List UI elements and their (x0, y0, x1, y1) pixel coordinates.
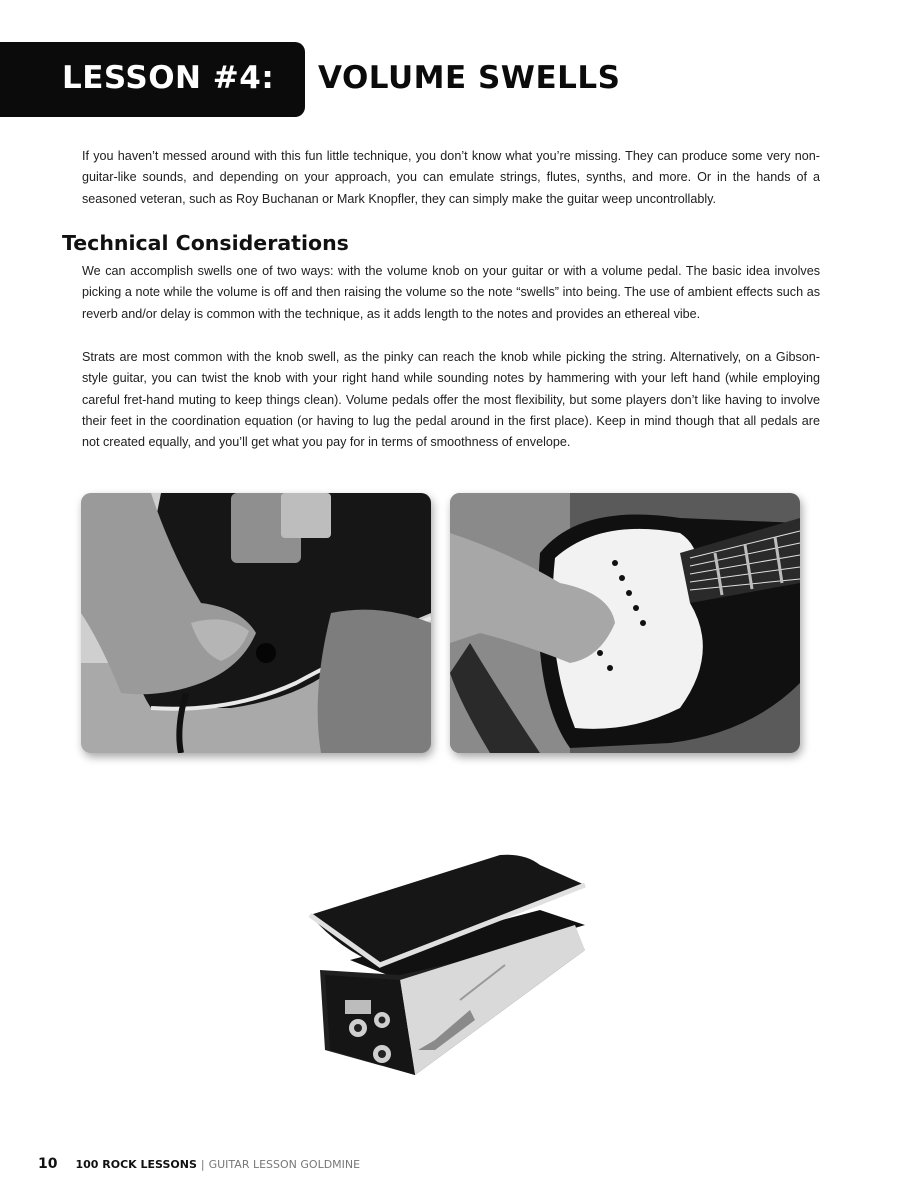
section-paragraph-1: We can accomplish swells one of two ways: with the volume knob on your guitar or with a volume pedal. The basic idea involves picking a note while the volume is off and then raising the volume so the note “swells” into being. The use of ambient effects such as reverb and/or delay is common with the technique, as it adds length to the notes and provides an ethereal vibe. (82, 264, 820, 321)
photo-strat-guitar (450, 493, 800, 753)
footer-series-title: GUITAR LESSON GOLDMINE (208, 1158, 361, 1171)
volume-pedal-image (300, 850, 600, 1090)
lesson-number: LESSON #4: (62, 60, 275, 96)
intro-paragraph: If you haven’t messed around with this fun little technique, you don’t know what you’re missing. They can produce some very non-guitar-like sounds, and depending on your approach, you can emulate strings, flutes, synths, and more. Or in the hands of a seasoned veteran, such as Roy Buchanan or Mark Knopfler, they can simply make the guitar weep uncontrollably. (82, 149, 820, 206)
guitar-knob-photo-icon (81, 493, 431, 753)
footer-separator: | (200, 1158, 205, 1171)
footer-book-title: 100 ROCK LESSONS (75, 1158, 197, 1171)
section-heading: Technical Considerations (62, 231, 349, 255)
page-footer (38, 1156, 360, 1172)
lesson-title: VOLUME SWELLS (318, 60, 621, 96)
strat-guitar-photo-icon (450, 493, 800, 753)
section-paragraph-2: Strats are most common with the knob swell, as the pinky can reach the knob while picking the string. Alternatively, on a Gibson-style guitar, you can twist the knob with your right hand while sounding notes by hammering with your left hand (while employing careful fret-hand muting to keep things clean). Volume pedals offer the most flexibility, but some players don’t like having to involve their feet in the coordination equation (or having to lug the pedal around in the first place). Keep in mind though that all pedals are not created equally, and you’ll get what you pay for in terms of smoothness of envelope. (82, 350, 820, 450)
page-number: 10 (38, 1156, 58, 1172)
photo-guitar-volume-knob (81, 493, 431, 753)
volume-pedal-photo-icon (300, 850, 600, 1090)
